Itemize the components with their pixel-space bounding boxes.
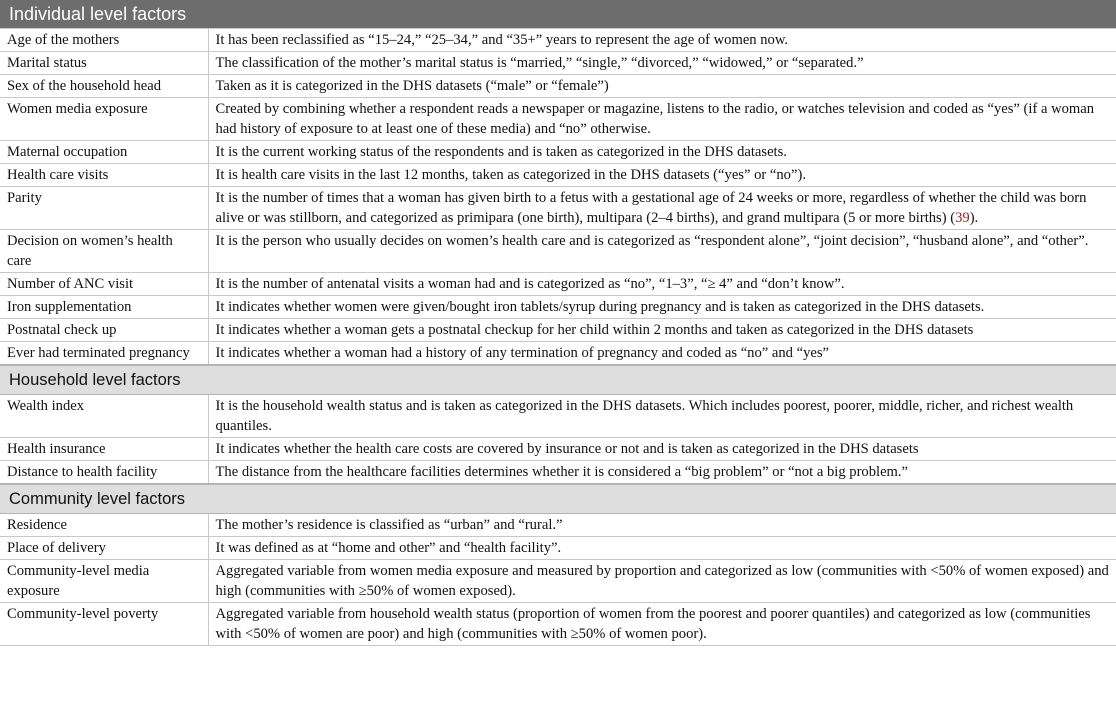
table-row: [0, 438, 1116, 461]
section-title: Household level factors: [0, 365, 1116, 395]
section-header-community: [0, 484, 1116, 514]
variable-name: Distance to health facility: [0, 461, 208, 485]
table-row: [0, 141, 1116, 164]
variable-description: Taken as it is categorized in the DHS datasets (“male” or “female”): [208, 75, 1116, 98]
table-row: [0, 560, 1116, 603]
description-text-end: ).: [969, 210, 979, 226]
section-header-individual: [0, 0, 1116, 29]
variable-description: It is health care visits in the last 12 months, taken as categorized in the DHS datasets (“yes” or “no”).: [208, 164, 1116, 187]
table-row: [0, 75, 1116, 98]
variable-name: Number of ANC visit: [0, 273, 208, 296]
variable-name: Residence: [0, 514, 208, 537]
variable-name: Age of the mothers: [0, 29, 208, 52]
table-row: [0, 603, 1116, 646]
table-row: [0, 52, 1116, 75]
section-title: Individual level factors: [0, 0, 1116, 29]
variable-name: Health care visits: [0, 164, 208, 187]
variable-name: Iron supplementation: [0, 296, 208, 319]
variable-description: Aggregated variable from women media exposure and measured by proportion and categorized as low (communities with <50% of women exposed) and high (communities with ≥50% of women exposed).: [208, 560, 1116, 603]
table-row: [0, 98, 1116, 141]
reference-link[interactable]: 39: [955, 210, 970, 226]
variable-name: Parity: [0, 187, 208, 230]
table-row: [0, 342, 1116, 366]
table-row: [0, 187, 1116, 230]
table-row: [0, 319, 1116, 342]
variable-name: Wealth index: [0, 395, 208, 438]
variable-description: It indicates whether a woman had a history of any termination of pregnancy and coded as “no” and “yes”: [208, 342, 1116, 366]
table-row: [0, 514, 1116, 537]
variable-name: Decision on women’s health care: [0, 230, 208, 273]
variable-name: Place of delivery: [0, 537, 208, 560]
variable-description: Created by combining whether a respondent reads a newspaper or magazine, listens to the radio, or watches television and coded as “yes” (if a woman had history of exposure to at least one of these media) and “no” otherwise.: [208, 98, 1116, 141]
variable-name: Community-level poverty: [0, 603, 208, 646]
section-title: Community level factors: [0, 484, 1116, 514]
variable-name: Health insurance: [0, 438, 208, 461]
table-row: [0, 537, 1116, 560]
table-row: [0, 395, 1116, 438]
variable-name: Maternal occupation: [0, 141, 208, 164]
variable-name: Community-level media exposure: [0, 560, 208, 603]
variable-description: Aggregated variable from household wealth status (proportion of women from the poorest and poorer quantiles) and categorized as low (communities with <50% of women are poor) and high (communities with ≥50% of women poor).: [208, 603, 1116, 646]
variable-name: Women media exposure: [0, 98, 208, 141]
variable-description: It indicates whether a woman gets a postnatal checkup for her child within 2 months and taken as categorized in the DHS datasets: [208, 319, 1116, 342]
variable-description: It is the household wealth status and is taken as categorized in the DHS datasets. Which includes poorest, poorer, middle, richer, and richest wealth quantiles.: [208, 395, 1116, 438]
variable-description: It indicates whether women were given/bought iron tablets/syrup during pregnancy and is taken as categorized in the DHS datasets.: [208, 296, 1116, 319]
variable-description: [208, 187, 1116, 230]
variable-description: The mother’s residence is classified as “urban” and “rural.”: [208, 514, 1116, 537]
table-row: [0, 29, 1116, 52]
variable-name: Marital status: [0, 52, 208, 75]
section-header-household: [0, 365, 1116, 395]
variable-description: The distance from the healthcare facilities determines whether it is considered a “big problem” or “not a big problem.”: [208, 461, 1116, 485]
variable-name: Postnatal check up: [0, 319, 208, 342]
variable-description: It is the number of antenatal visits a woman had and is categorized as “no”, “1–3”, “≥ 4” and “don’t know”.: [208, 273, 1116, 296]
variable-description: It is the person who usually decides on women’s health care and is categorized as “respondent alone”, “joint decision”, “husband alone”, and “other”.: [208, 230, 1116, 273]
variable-description: It is the current working status of the respondents and is taken as categorized in the DHS datasets.: [208, 141, 1116, 164]
variable-description: It indicates whether the health care costs are covered by insurance or not and is taken as categorized in the DHS datasets: [208, 438, 1116, 461]
table-row: [0, 461, 1116, 485]
variable-name: Ever had terminated pregnancy: [0, 342, 208, 366]
variable-name: Sex of the household head: [0, 75, 208, 98]
table-row: [0, 230, 1116, 273]
variable-description: It was defined as at “home and other” and “health facility”.: [208, 537, 1116, 560]
variable-description: The classification of the mother’s marital status is “married,” “single,” “divorced,” “widowed,” or “separated.”: [208, 52, 1116, 75]
variable-description: It has been reclassified as “15–24,” “25–34,” and “35+” years to represent the age of women now.: [208, 29, 1116, 52]
table-row: [0, 296, 1116, 319]
table-row: [0, 273, 1116, 296]
description-text: It is the number of times that a woman has given birth to a fetus with a gestational age of 24 weeks or more, regardless of whether the child was born alive or was stillborn, and categorized as primipara (one birth), multipara (2–4 births), and grand multipara (5 or more births) (: [215, 190, 1087, 226]
table-row: [0, 164, 1116, 187]
